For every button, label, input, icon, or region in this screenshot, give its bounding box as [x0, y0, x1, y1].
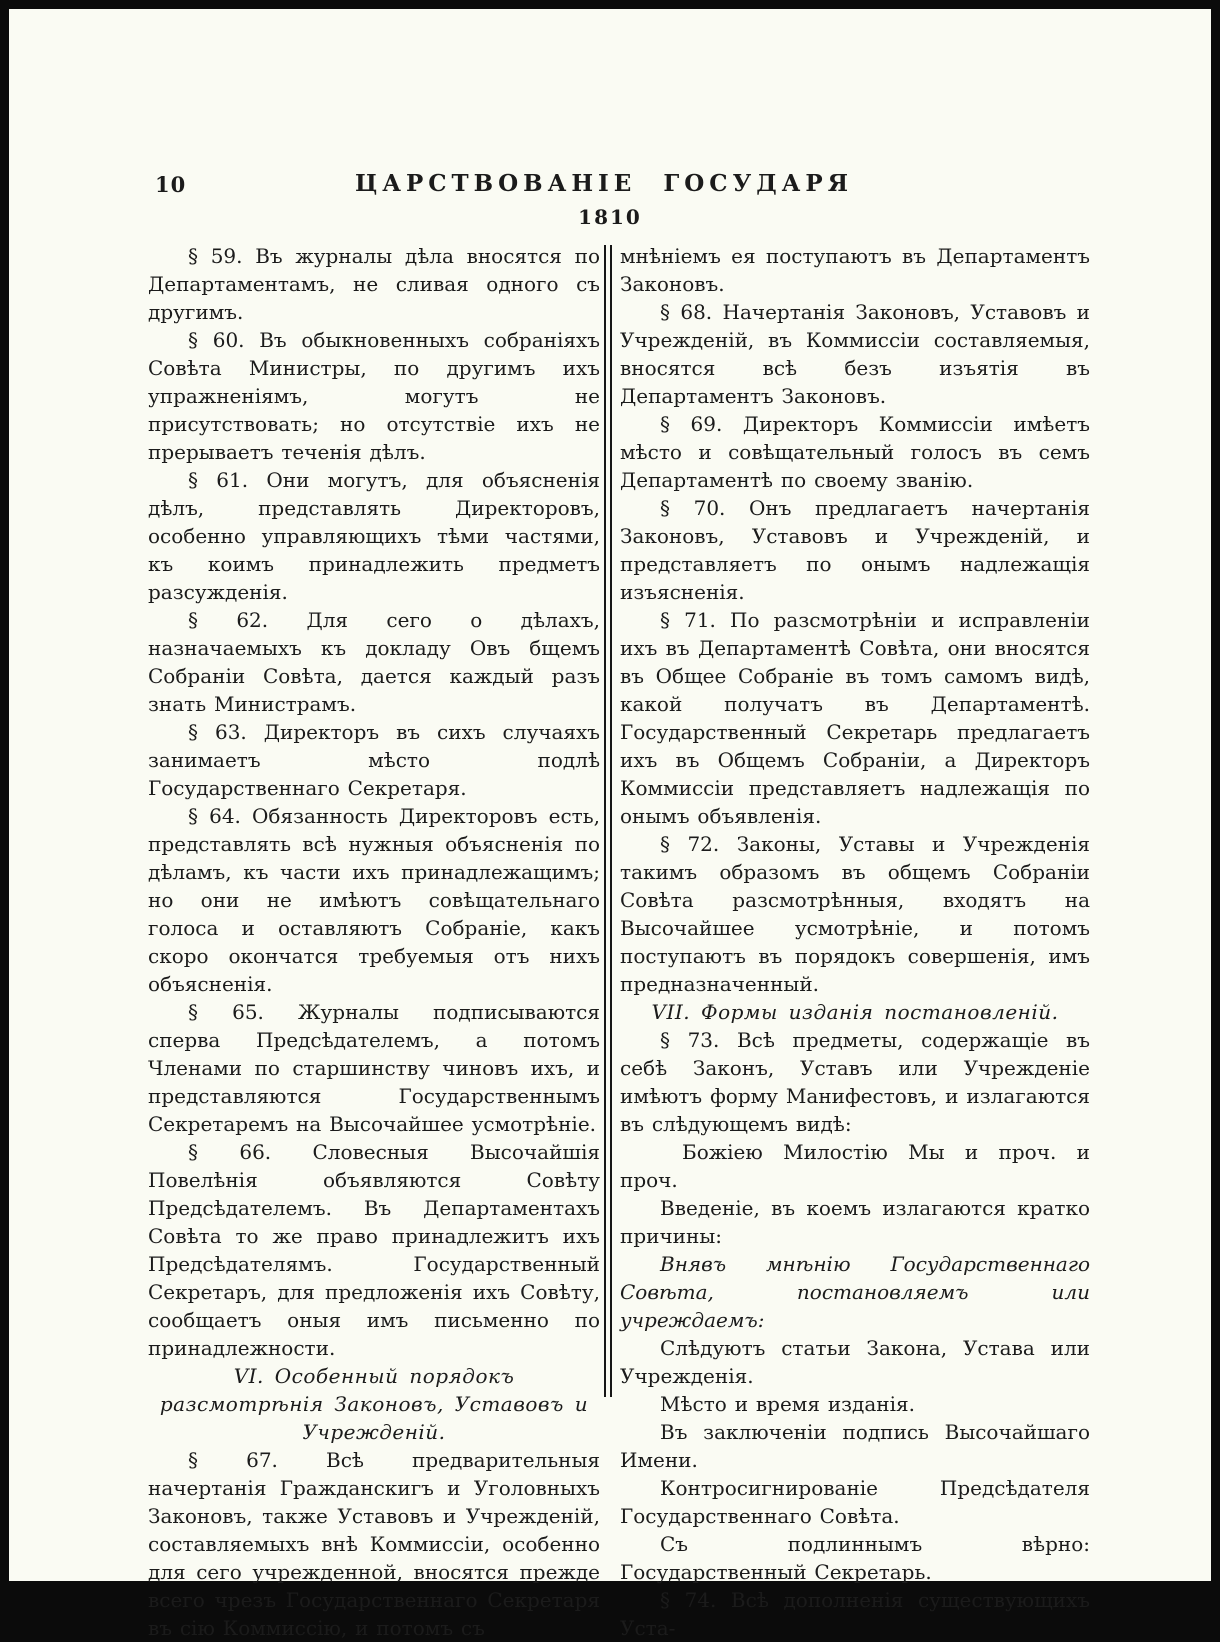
page-number: 10 — [155, 172, 187, 197]
page — [9, 9, 1211, 1640]
paragraph: § 74. Всѣ дополненія существующихъ Уста- — [620, 1588, 1090, 1640]
paragraph: Въ заключеніи подпись Высочайшаго Имени. — [620, 1420, 1090, 1472]
paragraph: § 59. Въ журналы дѣла вносятся по Департаментамъ, не сливая одного съ другимъ. — [148, 244, 600, 324]
paragraph: VI. Особенный порядокъ разсмотрѣнія Законовъ, Уставовъ и Учрежденій. — [159, 1364, 589, 1444]
paragraph: § 73. Всѣ предметы, содержащіе въ себѣ Законъ, Уставъ или Учрежденіе имѣютъ форму Манифестовъ, и излагаются въ слѣдующемъ видѣ: — [620, 1028, 1090, 1136]
paragraph: VII. Формы изданія постановленій. — [651, 1000, 1059, 1024]
paragraph: Мѣсто и время изданія. — [660, 1392, 915, 1416]
paragraph: § 68. Начертанія Законовъ, Уставовъ и Учрежденій, въ Коммиссіи составляемыя, вносятся всѣ безъ изъятія въ Департаментъ Законовъ. — [620, 300, 1090, 408]
paragraph: § 63. Директоръ въ сихъ случаяхъ занимаетъ мѣсто подлѣ Государственнаго Секретаря. — [148, 720, 600, 800]
right-column — [620, 242, 1090, 1642]
paragraph: мнѣніемъ ея поступаютъ въ Департаментъ Законовъ. — [620, 244, 1090, 296]
paragraph: Контросигнированіе Предсѣдателя Государственнаго Совѣта. — [620, 1476, 1090, 1528]
paragraph: § 67. Всѣ предварительныя начертанія Гражданскигъ и Уголовныхъ Законовъ, также Уставовъ и Учрежденій, составляемыхъ внѣ Коммиссіи, особенно для сего учрежденной, вносятся прежде всего чрезъ Государственнаго Секретаря въ сію Коммиссію, и потомъ съ — [148, 1448, 600, 1640]
paragraph: § 60. Въ обыкновенныхъ собраніяхъ Совѣта Министры, по другимъ ихъ упражненіямъ, могутъ не присутствовать; но отсутствіе ихъ не прерываетъ теченія дѣлъ. — [148, 328, 600, 464]
paragraph: Внявъ мнѣнію Государственнаго Совѣта, постановляемъ или учреждаемъ: — [620, 1252, 1090, 1332]
paragraph: Введеніе, въ коемъ излагаются кратко причины: — [620, 1196, 1090, 1248]
paragraph: § 62. Для сего о дѣлахъ, назначаемыхъ къ докладу Овъ бщемъ Собраніи Совѣта, дается каждый разъ знать Министрамъ. — [148, 608, 600, 716]
left-column — [148, 242, 600, 1642]
paragraph: § 71. По разсмотрѣніи и исправленіи ихъ въ Департаментѣ Совѣта, они вносятся въ Общее Собраніе въ томъ самомъ видѣ, какой получатъ въ Департаментѣ. Государственный Секретарь предлагаетъ ихъ въ Общемъ Собраніи, а Директоръ Коммиссіи представляетъ надлежащія по онымъ объявленія. — [620, 608, 1090, 828]
paragraph: § 65. Журналы подписываются сперва Предсѣдателемъ, а потомъ Членами по старшинству чиновъ ихъ, и представляются Государственнымъ Секретаремъ на Высочайшее усмотрѣніе. — [148, 1000, 600, 1136]
paragraph: § 61. Они могутъ, для объясненія дѣлъ, представлять Директоровъ, особенно управляющихъ тѣми частями, къ коимъ принадлежить предметъ разсужденія. — [148, 468, 600, 604]
page-title: ЦАРСТВОВАНІЕ ГОСУДАРЯ — [355, 170, 853, 197]
paragraph: § 72. Законы, Уставы и Учрежденія такимъ образомъ въ общемъ Собраніи Совѣта разсмотрѣнныя, входятъ на Высочайшее усмотрѣніе, и потомъ поступаютъ въ порядокъ совершенія, имъ предназначенный. — [620, 832, 1090, 996]
paragraph: § 69. Директоръ Коммиссіи имѣетъ мѣсто и совѣщательный голосъ въ семъ Департаментѣ по своему званію. — [620, 412, 1090, 492]
paragraph: Съ подлиннымъ вѣрно: Государственный Секретарь. — [620, 1532, 1090, 1584]
page-year: 1810 — [578, 205, 642, 229]
paragraph: Слѣдуютъ статьи Закона, Устава или Учрежденія. — [620, 1336, 1090, 1388]
paragraph: Божіею Милостію Мы и проч. и проч. — [620, 1140, 1090, 1192]
paragraph: § 64. Обязанность Директоровъ есть, представлять всѣ нужныя объясненія по дѣламъ, къ части ихъ принадлежащимъ; но они не имѣютъ совѣщательнаго голоса и оставляютъ Собраніе, какъ скоро окончатся требуемыя отъ нихъ объясненія. — [148, 804, 600, 996]
paragraph: § 66. Словесныя Высочайшія Повелѣнія объявляются Совѣту Предсѣдателемъ. Въ Департаментахъ Совѣта то же право принадлежитъ ихъ Предсѣдателямъ. Государственный Секретаръ, для предложенія ихъ Совѣту, сообщаетъ оныя имъ письменно по принадлежности. — [148, 1140, 600, 1360]
paragraph: § 70. Онъ предлагаетъ начертанія Законовъ, Уставовъ и Учрежденій, и представляетъ по онымъ надлежащія изъясненія. — [620, 496, 1090, 604]
column-divider — [604, 245, 612, 1397]
